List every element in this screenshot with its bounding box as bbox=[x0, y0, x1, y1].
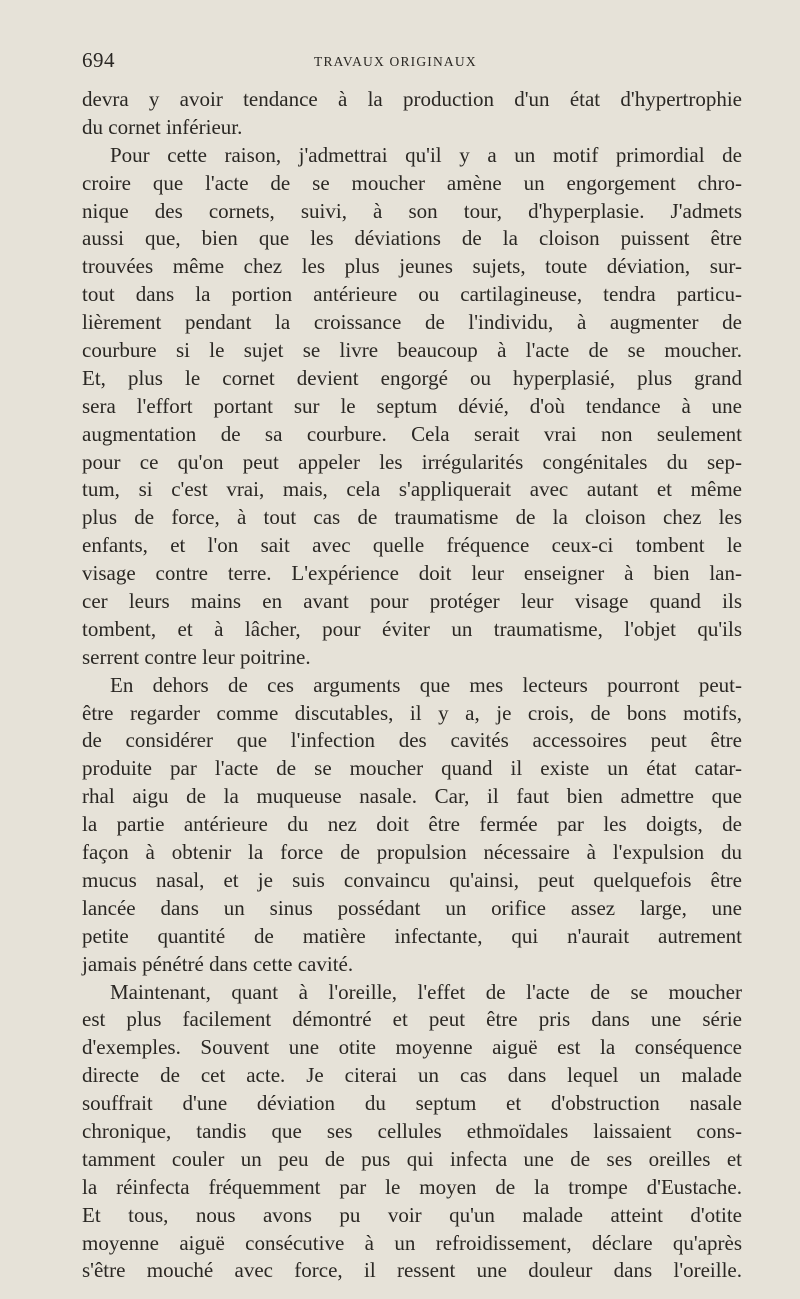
text-line: visage contre terre. L'expérience doit leur enseigner à bien lan- bbox=[82, 561, 742, 586]
text-line: chronique, tandis que ses cellules ethmoïdales laissaient cons- bbox=[82, 1118, 742, 1143]
text-line: plus de force, à tout cas de traumatisme de la cloison chez les bbox=[82, 505, 742, 530]
text-line: enfants, et l'on sait avec quelle fréquence ceux-ci tombent le bbox=[82, 533, 742, 558]
text-line: directe de cet acte. Je citerai un cas dans lequel un malade bbox=[82, 1063, 742, 1088]
text-line: trouvées même chez les plus jeunes sujets, toute déviation, sur- bbox=[82, 254, 742, 279]
text-line: mucus nasal, et je suis convaincu qu'ainsi, peut quelquefois être bbox=[82, 867, 742, 892]
text-line: cer leurs mains en avant pour protéger leur visage quand ils bbox=[82, 589, 742, 614]
text-line: devra y avoir tendance à la production d'un état d'hypertrophie bbox=[82, 87, 742, 111]
text-line: est plus facilement démontré et peut être pris dans une série bbox=[82, 1007, 742, 1032]
text-line: tout dans la portion antérieure ou cartilagineuse, tendra particu- bbox=[82, 282, 742, 307]
text-line: Maintenant, quant à l'oreille, l'effet de l'acte de se moucher bbox=[110, 979, 742, 1004]
text-line: lancée dans un sinus possédant un orifice assez large, une bbox=[82, 895, 742, 920]
page-number: 694 bbox=[82, 48, 115, 72]
text-line: du cornet inférieur. bbox=[82, 114, 243, 139]
text-line: serrent contre leur poitrine. bbox=[82, 644, 311, 669]
text-line: moyenne aiguë consécutive à un refroidissement, déclare qu'après bbox=[82, 1230, 742, 1255]
text-line: croire que l'acte de se moucher amène un engorgement chro- bbox=[82, 170, 742, 195]
text-line: aussi que, bien que les déviations de la cloison puissent être bbox=[82, 226, 742, 251]
text-line: En dehors de ces arguments que mes lecteurs pourront peut- bbox=[110, 672, 742, 697]
text-line: Et, plus le cornet devient engorgé ou hyperplasié, plus grand bbox=[82, 365, 742, 390]
text-line: tamment couler un peu de pus qui infecta une de ses oreilles et bbox=[82, 1146, 742, 1171]
text-line: la partie antérieure du nez doit être fermée par les doigts, de bbox=[82, 812, 742, 837]
text-line: Pour cette raison, j'admettrai qu'il y a un motif primordial de bbox=[110, 142, 742, 167]
text-line: souffrait d'une déviation du septum et d'obstruction nasale bbox=[82, 1091, 742, 1116]
text-line: courbure si le sujet se livre beaucoup à l'acte de se moucher. bbox=[82, 338, 742, 363]
text-line: d'exemples. Souvent une otite moyenne aiguë est la conséquence bbox=[82, 1035, 742, 1060]
text-line: s'être mouché avec force, il ressent une douleur dans l'oreille. bbox=[82, 1258, 742, 1283]
text-line: petite quantité de matière infectante, qui n'aurait autrement bbox=[82, 923, 742, 948]
text-line: tum, si c'est vrai, mais, cela s'appliquerait avec autant et même bbox=[82, 477, 742, 502]
text-line: Et tous, nous avons pu voir qu'un malade atteint d'otite bbox=[82, 1202, 742, 1227]
text-line: tombent, et à lâcher, pour éviter un traumatisme, l'objet qu'ils bbox=[82, 616, 742, 641]
text-line: être regarder comme discutables, il y a, je crois, de bons motifs, bbox=[82, 700, 742, 725]
body-text bbox=[82, 86, 742, 1285]
text-line: augmentation de sa courbure. Cela serait vrai non seulement bbox=[82, 421, 742, 446]
text-line: produite par l'acte de se moucher quand il existe un état catar- bbox=[82, 756, 742, 781]
text-line: lièrement pendant la croissance de l'individu, à augmenter de bbox=[82, 310, 742, 335]
running-head: TRAVAUX ORIGINAUX bbox=[314, 54, 477, 69]
text-line: nique des cornets, suivi, à son tour, d'hyperplasie. J'admets bbox=[82, 198, 742, 223]
page-header bbox=[82, 48, 740, 76]
text-line: la réinfecta fréquemment par le moyen de la trompe d'Eustache. bbox=[82, 1174, 742, 1199]
text-line: rhal aigu de la muqueuse nasale. Car, il faut bien admettre que bbox=[82, 784, 742, 809]
text-line: de considérer que l'infection des cavités accessoires peut être bbox=[82, 728, 742, 753]
text-line: pour ce qu'on peut appeler les irrégularités congénitales du sep- bbox=[82, 449, 742, 474]
text-line: façon à obtenir la force de propulsion nécessaire à l'expulsion du bbox=[82, 840, 742, 865]
text-line: sera l'effort portant sur le septum dévié, d'où tendance à une bbox=[82, 393, 742, 418]
text-line: jamais pénétré dans cette cavité. bbox=[82, 951, 354, 976]
